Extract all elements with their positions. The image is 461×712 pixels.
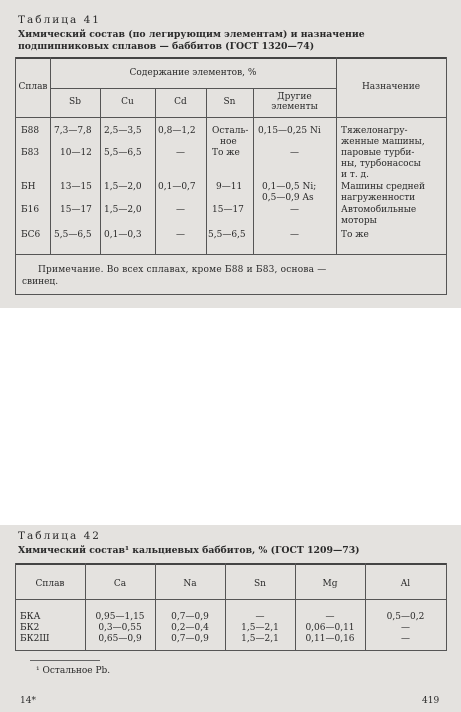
row-bk2sh-na: 0,7—0,9 xyxy=(171,634,209,644)
header-alloy: Сплав xyxy=(35,579,65,589)
row-bs6-sb: 5,5—6,5 xyxy=(54,230,92,240)
row-b83-sn: То же xyxy=(212,148,240,158)
header-purpose: Назначение xyxy=(361,82,421,92)
row-b16-cd: — xyxy=(176,205,185,215)
row-bs6-cd: — xyxy=(176,230,185,240)
row-bs6-other: — xyxy=(290,230,299,240)
purpose-line: Автомобильные xyxy=(341,205,417,215)
header-na: Na xyxy=(183,579,197,589)
row-b83-cd: — xyxy=(176,148,185,158)
table-41-subheader-rule xyxy=(50,88,336,89)
row-b16-alloy: Б16 xyxy=(21,205,40,215)
row-bn-sn: 9—11 xyxy=(216,182,243,192)
row-bk2-al: — xyxy=(401,623,410,633)
table-41-note-line1: Примечание. Во всех сплавах, кроме Б88 и Б83, основа — xyxy=(38,265,327,275)
header-sn: Sn xyxy=(223,97,236,107)
row-bka-na: 0,7—0,9 xyxy=(171,612,209,622)
table-41-col-divider xyxy=(206,88,207,254)
table-42-bottom-rule xyxy=(15,650,447,651)
header-ca: Ca xyxy=(113,579,127,589)
row-bk2-na: 0,2—0,4 xyxy=(171,623,209,633)
purpose-line: женные машины, xyxy=(341,137,425,147)
purpose-line: и т. д. xyxy=(341,170,369,180)
footnote-rule xyxy=(30,660,100,661)
header-mg: Mg xyxy=(322,579,338,589)
row-bka-sn: — xyxy=(255,612,265,622)
row-b88-cu: 2,5—3,5 xyxy=(104,126,142,136)
row-b83-sb: 10—12 xyxy=(60,148,92,158)
purpose-line: То же xyxy=(341,230,369,240)
row-bn-cu: 1,5—2,0 xyxy=(104,182,142,192)
header-cu: Cu xyxy=(121,97,134,107)
header-sb: Sb xyxy=(69,97,81,107)
row-b83-cu: 5,5—6,5 xyxy=(104,148,142,158)
purpose-line: Тяжелонагру- xyxy=(341,126,408,136)
row-bn-other-cont: 0,5—0,9 As xyxy=(262,193,314,203)
purpose-line: ны, турбонасосы xyxy=(341,159,421,169)
row-b16-cu: 1,5—2,0 xyxy=(104,205,142,215)
header-content: Содержание элементов, % xyxy=(129,68,257,78)
row-bk2sh-sn: 1,5—2,1 xyxy=(241,634,279,644)
header-other-line2: элементы xyxy=(271,102,318,112)
row-bn-other: 0,1—0,5 Ni; xyxy=(262,182,317,192)
purpose-line: паровые турби- xyxy=(341,148,415,158)
table-42-footnote: ¹ Остальное Pb. xyxy=(36,666,111,676)
row-bn-alloy: БН xyxy=(21,182,36,192)
table-42-title: Химический состав¹ кальциевых баббитов, % (ГОСТ 1209—73) xyxy=(18,545,360,556)
header-sn: Sn xyxy=(254,579,266,589)
table-42-left-border xyxy=(15,563,16,651)
row-bka-al: 0,5—0,2 xyxy=(386,612,425,622)
row-bka-alloy: БКА xyxy=(20,612,41,622)
table-42-caption: Таблица 42 xyxy=(18,530,101,542)
row-bk2sh-mg: 0,11—0,16 xyxy=(305,634,355,644)
table-41-left-border xyxy=(15,57,16,295)
row-b16-other: — xyxy=(290,205,299,215)
header-cd: Cd xyxy=(174,97,187,107)
table-41-bottom-rule xyxy=(15,294,447,295)
header-other-line1: Другие xyxy=(277,92,312,102)
table-41-header-rule xyxy=(15,117,447,118)
page-footer-left: 14* xyxy=(20,696,36,706)
page-number: 419 xyxy=(422,696,440,706)
purpose-line: моторы xyxy=(341,216,377,226)
row-bn-cd: 0,1—0,7 xyxy=(158,182,196,192)
purpose-line: Машины средней xyxy=(341,182,425,192)
table-41-col-divider xyxy=(100,88,101,254)
row-bs6-cu: 0,1—0,3 xyxy=(104,230,142,240)
row-b83-alloy: Б83 xyxy=(21,148,40,158)
row-bs6-sn: 5,5—6,5 xyxy=(208,230,246,240)
row-b88-sn-cont: ное xyxy=(220,137,237,147)
purpose-line: нагруженности xyxy=(341,193,416,203)
row-bk2-sn: 1,5—2,1 xyxy=(241,623,279,633)
row-b88-sb: 7,3—7,8 xyxy=(54,126,92,136)
table-41-caption: Таблица 41 xyxy=(18,14,101,26)
row-b16-sn: 15—17 xyxy=(212,205,244,215)
header-al: Al xyxy=(400,579,411,589)
row-bka-mg: — xyxy=(325,612,335,622)
row-b88-other: 0,15—0,25 Ni xyxy=(258,126,321,136)
table-42-right-border xyxy=(446,563,447,651)
row-bk2-mg: 0,06—0,11 xyxy=(305,623,355,633)
table-41-top-rule xyxy=(15,57,447,59)
row-bk2sh-alloy: БК2Ш xyxy=(20,634,50,644)
row-b88-alloy: Б88 xyxy=(21,126,40,136)
table-41-body-bottom-rule xyxy=(15,254,447,255)
header-alloy: Сплав xyxy=(18,82,48,92)
row-bka-ca: 0,95—1,15 xyxy=(95,612,145,622)
row-b88-sn: Осталь- xyxy=(212,126,249,136)
row-b88-cd: 0,8—1,2 xyxy=(158,126,196,136)
row-bk2-ca: 0,3—0,55 xyxy=(98,623,142,633)
table-41-panel xyxy=(0,0,461,308)
row-b16-sb: 15—17 xyxy=(60,205,92,215)
table-42-header-rule xyxy=(15,599,447,600)
table-41-note-line2: свинец. xyxy=(22,277,59,287)
row-bs6-alloy: БС6 xyxy=(21,230,41,240)
row-bk2sh-ca: 0,65—0,9 xyxy=(98,634,142,644)
table-41-right-border xyxy=(446,57,447,295)
table-41-title-line1: Химический состав (по легирующим элементам) и назначение xyxy=(18,29,365,40)
row-b83-other: — xyxy=(290,148,299,158)
row-bn-sb: 13—15 xyxy=(60,182,92,192)
row-bk2-alloy: БК2 xyxy=(20,623,40,633)
table-42-panel xyxy=(0,525,461,712)
table-41-col-divider xyxy=(50,57,51,254)
table-41-title-line2: подшипниковых сплавов — баббитов (ГОСТ 1320—74) xyxy=(18,41,315,52)
table-42-top-rule xyxy=(15,563,447,565)
row-bk2sh-al: — xyxy=(401,634,410,644)
